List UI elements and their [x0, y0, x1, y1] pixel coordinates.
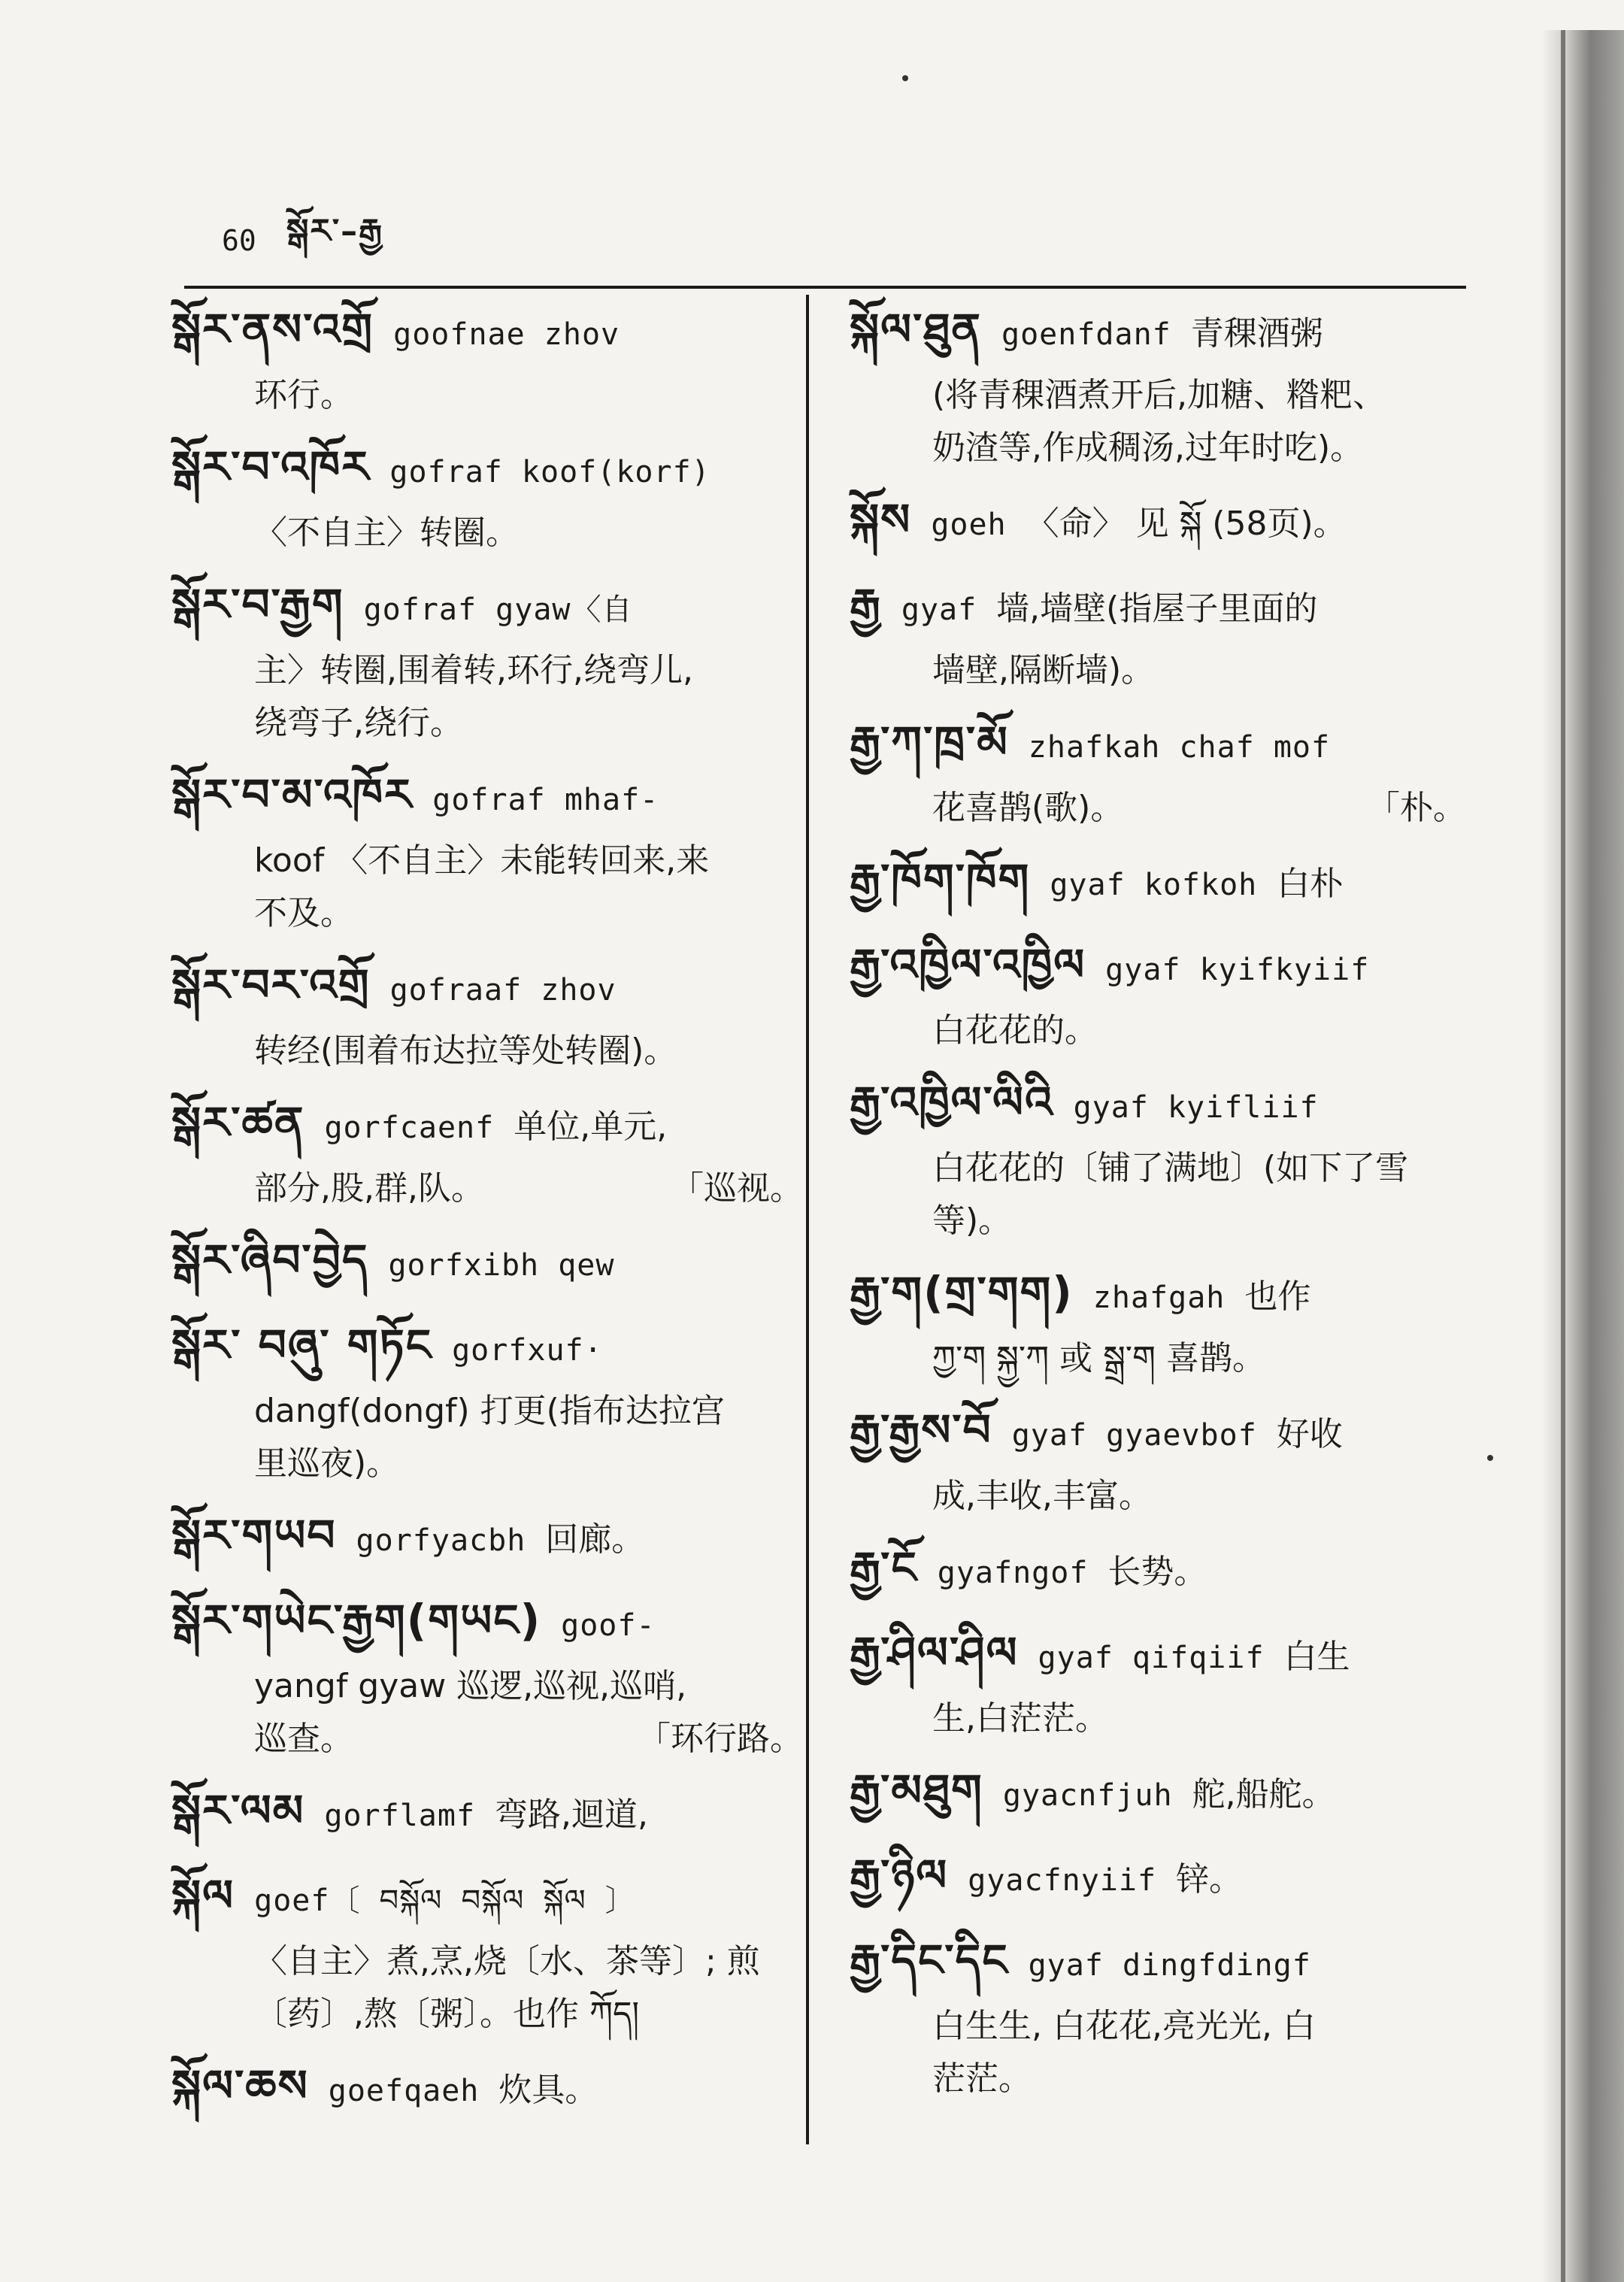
tibetan-headword: སྒོར་གཡབ	[171, 1510, 337, 1561]
entry-headline	[850, 570, 1466, 644]
tibetan-headword: སྒོར་ བཞུ་ གཏོང	[171, 1320, 433, 1371]
romanization: goof-	[561, 1608, 656, 1643]
romanization: gorfyacbh	[356, 1523, 526, 1558]
left-column	[171, 295, 803, 2136]
definition-line: 〈不自主〉转圈。	[254, 514, 519, 552]
definition-line: 环行。	[254, 376, 353, 414]
entry-headline	[171, 295, 803, 369]
speck	[902, 75, 908, 81]
entry-headline	[850, 1258, 1466, 1332]
running-head: སྒོར་–རྒྱ	[286, 212, 384, 250]
romanization: gyaf	[901, 592, 977, 627]
dictionary-entry	[171, 2051, 803, 2126]
definition-line: 〔药〕,熬〔粥〕。也作 ཀོད།	[254, 1995, 640, 2033]
page-edge-line	[1561, 30, 1565, 2282]
continuation-note: 「巡视。	[671, 1169, 803, 1208]
tibetan-headword: སྒོར་ནས་འགྲོ	[171, 304, 374, 355]
entry-headline	[850, 1068, 1466, 1142]
tibetan-headword: སྐོལ་ཆས	[171, 2060, 309, 2111]
dictionary-entry	[171, 950, 803, 1077]
dictionary-entry	[850, 1533, 1466, 1608]
romanization: gorfcaenf	[324, 1111, 495, 1145]
dictionary-entry	[171, 295, 803, 422]
tibetan-headword: སྒོར་གཡེང་རྒྱག(གཡང)	[171, 1595, 542, 1646]
tibetan-headword: རྒྱ་ཁོག་ཁོག	[850, 854, 1031, 905]
tibetan-headword: རྒྱ་ཉིལ	[850, 1850, 949, 1901]
entry-headline	[850, 708, 1466, 782]
dictionary-entry	[171, 1501, 803, 1575]
dictionary-entry	[850, 845, 1466, 920]
definition-line	[850, 782, 1466, 835]
tibetan-headword: སྒོར་ཚན	[171, 1097, 305, 1148]
definition-line: 白生生, 白花花,亮光光, 白	[932, 2007, 1316, 2045]
dictionary-entry	[171, 1586, 803, 1765]
definition-line	[171, 1713, 803, 1765]
definition-line: 转经(围着布达拉等处转圈)。	[254, 1032, 677, 1070]
definition-line: 白花花的〔铺了满地〕(如下了雪	[932, 1149, 1409, 1187]
dictionary-entry	[850, 485, 1466, 559]
romanization: gofraf mhaf-	[432, 783, 659, 817]
dictionary-entry	[171, 432, 803, 559]
definition-line	[171, 1162, 803, 1215]
dictionary-entry	[171, 1861, 803, 2041]
definition-line: 成,丰收,丰富。	[932, 1477, 1152, 1515]
continuation-note: 「环行路。	[638, 1720, 803, 1758]
gloss: 〈命〉 见 སྐོ (58页)。	[1026, 505, 1347, 543]
romanization: gyaf kyifliif	[1073, 1090, 1319, 1125]
running-header	[222, 212, 384, 263]
tibetan-headword: སྒོར་བ་རྒྱག	[171, 579, 344, 630]
entry-headline	[171, 950, 803, 1025]
romanization: gofraf koof(korf)	[389, 455, 710, 489]
romanization: goefqaeh	[328, 2074, 480, 2108]
tibetan-headword: རྒྱ་ངོ	[850, 1542, 918, 1593]
dictionary-entry	[171, 1088, 803, 1215]
tibetan-headword: རྒྱ་འཁྱིལ་འཁྱིལ	[850, 939, 1086, 990]
entry-headline	[850, 295, 1466, 369]
tibetan-headword: སྐོལ་ཐུན	[850, 304, 982, 355]
entry-headline	[850, 1926, 1466, 2000]
gloss: 单位,单元,	[514, 1108, 668, 1146]
romanization: zhafgah	[1092, 1280, 1226, 1315]
tibetan-headword: རྒྱ་དིང་དིང	[850, 1935, 1009, 1986]
entry-headline	[171, 2051, 803, 2126]
tibetan-headword: རྒྱ་ཀ་ཁྲ་མོ	[850, 717, 1009, 768]
romanization: gorfxibh qew	[388, 1248, 615, 1283]
tibetan-headword: རྒྱ་མཐུག	[850, 1765, 983, 1816]
gloss: 墙,墙壁(指屋子里面的	[996, 589, 1318, 628]
romanization: gyaf qifqiif	[1038, 1641, 1265, 1675]
definition-line: 茫茫。	[932, 2059, 1032, 2098]
definition-line: 不及。	[254, 894, 353, 932]
romanization: gyaf kyifkyiif	[1105, 953, 1370, 987]
definition-line: koof 〈不自主〉未能转回来,来	[254, 841, 710, 880]
right-column	[850, 295, 1466, 2116]
definition-line: 〈自主〉煮,烹,烧〔水、茶等〕; 煎	[254, 1942, 760, 1980]
tibetan-headword: རྒྱ་འཁྱིལ་ལིའི	[850, 1077, 1054, 1128]
gloss: 白朴	[1277, 865, 1344, 903]
definition-line: 生,白茫茫。	[932, 1699, 1108, 1738]
dictionary-entry	[850, 1396, 1466, 1523]
entry-headline	[171, 760, 803, 835]
definition-line: 里巡夜)。	[254, 1444, 400, 1483]
dictionary-entry	[850, 1756, 1466, 1830]
dictionary-entry	[171, 760, 803, 940]
entry-headline	[171, 1776, 803, 1850]
gloss: 舵,船舵。	[1192, 1775, 1335, 1814]
dictionary-entry	[171, 1776, 803, 1850]
romanization: goofnae zhov	[393, 317, 620, 352]
tibetan-headword: རྒྱ་ཤིལ་ཤིལ	[850, 1627, 1019, 1678]
entry-headline	[171, 1088, 803, 1162]
tibetan-headword: སྒོར་ཞིབ་བྱེད	[171, 1235, 369, 1286]
tibetan-headword: སྒོར་བ་མ་འཁོར	[171, 769, 414, 820]
entry-headline	[171, 1861, 803, 1935]
gloss: 好收	[1276, 1415, 1343, 1453]
romanization: gyacnfjuh	[1002, 1778, 1173, 1813]
entry-headline	[850, 1756, 1466, 1830]
entry-headline	[171, 432, 803, 507]
romanization: gyaf dingfdingf	[1028, 1948, 1311, 1983]
entry-headline	[171, 1501, 803, 1575]
romanization: zhafkah chaf mof	[1028, 730, 1331, 765]
tibetan-headword: རྒྱ་ག(གྲ་གག)	[850, 1267, 1074, 1318]
definition-text: 部分,股,群,队。	[254, 1169, 484, 1208]
tibetan-headword: རྒྱ་རྒྱས་བོ	[850, 1405, 992, 1456]
definition-line: 绕弯子,绕行。	[254, 704, 463, 742]
romanization: gofraf gyaw〈自	[363, 592, 633, 627]
romanization: gofraaf zhov	[389, 973, 617, 1008]
dictionary-entry	[850, 930, 1466, 1057]
romanization: gorflamf	[324, 1799, 476, 1833]
tibetan-headword: སྒོར་བར་འགྲོ	[171, 959, 371, 1011]
dictionary-entry	[850, 1258, 1466, 1385]
dictionary-entry	[171, 570, 803, 750]
entry-headline	[171, 1226, 803, 1300]
tibetan-headword: སྒོར་ལམ	[171, 1785, 305, 1836]
romanization: goenfdanf	[1001, 317, 1171, 352]
romanization: gyafngof	[937, 1556, 1089, 1590]
dictionary-entry	[850, 1926, 1466, 2105]
entry-headline	[850, 1841, 1466, 1915]
entry-headline	[171, 1311, 803, 1385]
speck	[1487, 1455, 1493, 1461]
tibetan-headword: སྒོར་བ་འཁོར	[171, 441, 371, 492]
gloss: 青稞酒粥	[1190, 314, 1323, 353]
gloss: 弯路,迴道,	[495, 1796, 649, 1834]
definition-text: 花喜鹊(歌)。	[932, 789, 1124, 827]
page-edge-shadow	[1541, 30, 1624, 2282]
tibetan-headword: སྐོས	[850, 494, 912, 545]
gloss: 回廊。	[545, 1520, 645, 1559]
definition-line: ཀྱ་ག སྐྱ་ཀ 或 སྒྲ་ག 喜鹊。	[932, 1339, 1265, 1377]
definition-line: 白花花的。	[932, 1011, 1098, 1050]
definition-text: 巡查。	[254, 1720, 353, 1758]
dictionary-entry	[850, 1841, 1466, 1915]
gloss: 长势。	[1107, 1553, 1207, 1591]
romanization: gyaf kofkoh	[1050, 868, 1258, 902]
dictionary-entry	[171, 1226, 803, 1300]
dictionary-entry	[850, 295, 1466, 474]
gloss: 锌。	[1176, 1860, 1243, 1899]
dictionary-entry	[850, 1068, 1466, 1247]
definition-line: (将青稞酒煮开后,加糖、糌粑、	[932, 376, 1386, 414]
romanization: goeh	[931, 508, 1007, 542]
romanization: goef〔 བསྐོལ བསྐོལ སྐོལ 〕	[254, 1883, 636, 1918]
entry-headline	[850, 1618, 1466, 1693]
gloss: 炊具。	[498, 2071, 598, 2109]
definition-line: 奶渣等,作成稠汤,过年时吃)。	[932, 429, 1364, 467]
entry-headline	[850, 485, 1466, 559]
dictionary-entry	[850, 570, 1466, 697]
dictionary-entry	[850, 1618, 1466, 1745]
definition-line: yangf gyaw 巡逻,巡视,巡哨,	[254, 1667, 687, 1705]
dictionary-entry	[850, 708, 1466, 835]
definition-line: 主〉转圈,围着转,环行,绕弯儿,	[254, 651, 693, 689]
gloss: 也作	[1244, 1277, 1311, 1316]
page-number: 60	[222, 224, 256, 257]
tibetan-headword: རྒྱ	[850, 579, 882, 630]
entry-headline	[171, 570, 803, 644]
romanization: gyaf gyaevbof	[1011, 1418, 1257, 1453]
definition-line: dangf(dongf) 打更(指布达拉宫	[254, 1392, 725, 1430]
dictionary-entry	[171, 1311, 803, 1490]
romanization: gyacfnyiif	[968, 1863, 1157, 1898]
entry-headline	[850, 1396, 1466, 1470]
definition-line: 墙壁,隔断墙)。	[932, 651, 1155, 689]
column-separator	[806, 295, 809, 2144]
entry-headline	[850, 845, 1466, 920]
header-rule	[184, 286, 1466, 289]
entry-headline	[850, 1533, 1466, 1608]
continuation-note: 「朴。	[1367, 789, 1466, 827]
definition-line: 等)。	[932, 1202, 1012, 1240]
romanization: gorfxuf·	[452, 1333, 603, 1368]
tibetan-headword: སྐོལ	[171, 1870, 235, 1921]
entry-headline	[850, 930, 1466, 1005]
gloss: 白生	[1283, 1638, 1350, 1676]
entry-headline	[171, 1586, 803, 1660]
